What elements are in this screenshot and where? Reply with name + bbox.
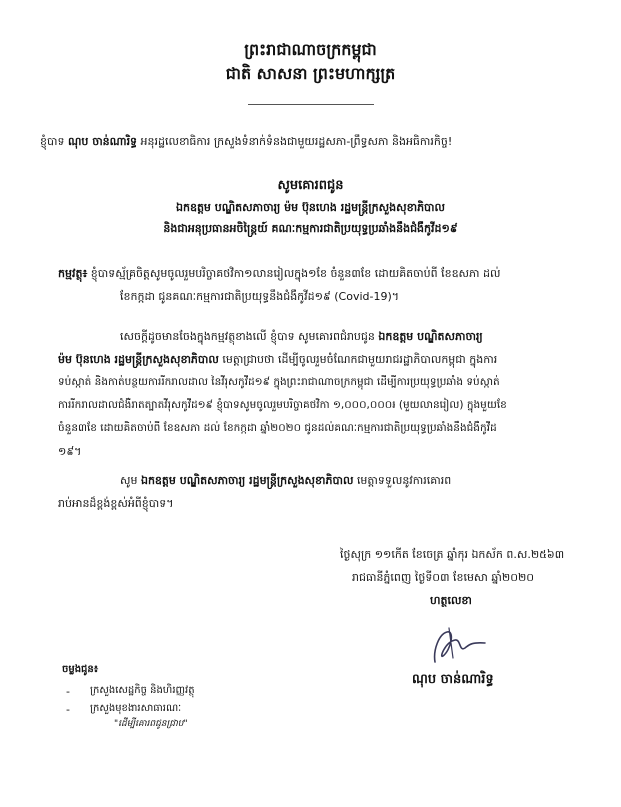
addressee-line-2: និងជាអនុប្រធានអចិន្ត្រៃយ៍ គណៈកម្មការជាតិប្រយុទ្ធប្រឆាំងនឹងជំងឺកូវីដ១៩	[163, 222, 458, 235]
handwritten-signature	[425, 622, 495, 668]
intro-prefix: ខ្ញុំបាទ	[40, 135, 65, 148]
subject-text-1: ខ្ញុំបាទស្ម័គ្រចិត្តសូមចូលរួមបរិច្ចាគថវិកា១លានរៀលក្នុង១ខែ ចំនួន៣ខែ ដោយគិតចាប់ពី ខែឧសភា ដល់	[90, 267, 501, 280]
signer-name: ណុប ចាន់ណារិទ្ធ	[412, 672, 494, 687]
subject-text-2: ខែកក្កដា ជូនគណៈកម្មការជាតិប្រយុទ្ធនឹងជំងឺកូវីដ១៩ (Covid-19)។	[120, 290, 399, 303]
body-p1-line-6: ១៩។	[58, 445, 82, 458]
body-p2-pre: សូម	[120, 474, 138, 487]
intro-rest: អនុរដ្ឋលេខាធិការ ក្រសួងទំនាក់ទំនងជាមួយរដ្ឋសភា-ព្រឹទ្ធសភា និងអធិការកិច្ច!	[140, 135, 453, 148]
sender-name: ណុប ចាន់ណារិទ្ធ	[67, 135, 138, 148]
body-p2-bold: ឯកឧត្តម បណ្ឌិតសភាចារ្យ រដ្ឋមន្ត្រីក្រសួងសុខាភិបាល	[140, 474, 354, 487]
body-p1-line-2	[58, 353, 497, 366]
body-p1-line-5: ចំនួន៣ខែ ដោយគិតចាប់ពី ខែឧសភា ដល់ ខែកក្កដា ឆ្នាំ២០២០ ជូនដល់គណៈកម្មការជាតិប្រយុទ្ធប្រឆាំងនឹងជំងឺកូវីដ	[58, 422, 497, 434]
cc-bullet-1: -	[66, 685, 70, 698]
national-motto: ជាតិ សាសនា ព្រះមហាក្សត្រ	[225, 64, 396, 83]
cc-item-2: ក្រសួងមុខងារសាធារណៈ	[90, 703, 182, 714]
body-p2-line-1	[120, 474, 451, 487]
cc-title: ចម្លងជូន៖	[62, 664, 99, 675]
cc-bullet-2: -	[66, 703, 70, 716]
addressee-line-1: ឯកឧត្តម បណ្ឌិតសភាចារ្យ ម៉ម ប៊ុនហេង រដ្ឋមន្ត្រីក្រសួងសុខាភិបាល	[176, 201, 445, 214]
intro-line	[40, 135, 452, 148]
body-p1-line-2-bold: ម៉ម ប៊ុនហេង រដ្ឋមន្ត្រីក្រសួងសុខាភិបាល	[58, 353, 219, 366]
solar-date: រាជធានីភ្នំពេញ ថ្ងៃទី០៣ ខែមេសា ឆ្នាំ២០២០	[352, 571, 535, 584]
header-divider	[248, 104, 374, 105]
signature-label: ហត្ថលេខា	[430, 594, 472, 607]
kingdom-title: ព្រះរាជាណាចក្រកម្ពុជា	[244, 40, 377, 59]
subject-line-1	[58, 267, 500, 280]
body-p1-line-3: ទប់ស្កាត់ និងកាត់បន្ថយការរីករាលដាល នៃវីរុសកូវីដ១៩ ក្នុងព្រះរាជាណាចក្រកម្ពុជា ដើម្បីការប្រយុទ្ធប្រឆាំង ទប់ស្កាត់	[58, 376, 500, 388]
lunar-date: ថ្ងៃសុក្រ ១១កើត ខែចេត្រ ឆ្នាំកុរ ឯកស័ក ព.ស.២៥៦៣	[340, 548, 565, 561]
body-p1-line-2-text: មេត្តាជ្រាបថា ដើម្បីចូលរួមចំណែកជាមួយរាជរដ្ឋាភិបាលកម្ពុជា ក្នុងការ	[222, 353, 498, 366]
body-p1-line-1-bold: ឯកឧត្តម បណ្ឌិតសភាចារ្យ	[378, 330, 483, 343]
body-p2-line-2: រាប់អានដ៏ខ្ពង់ខ្ពស់អំពីខ្ញុំបាទ។	[58, 497, 174, 510]
body-p1-line-1	[120, 330, 483, 343]
body-p1-line-4: ការរីករាលដាលជំងឺរាតត្បាតវីរុសកូវីដ១៩ ខ្ញុំបាទសូមចូលរួមបរិច្ចាគថវិកា ១,០០០,០០០៛ (មួយលានរៀល) ក្នុងមួយខែ	[58, 399, 507, 411]
body-p1-line-1-text: សេចក្ដីដូចមានចែងក្នុងកម្មវត្ថុខាងលើ ខ្ញុំបាទ សូមគោរពជំរាបជូន	[120, 330, 375, 343]
cc-item-1: ក្រសួងសេដ្ឋកិច្ច និងហិរញ្ញវត្ថុ	[90, 685, 195, 696]
body-p2-rest: មេត្តាទទួលនូវការគោរព	[356, 474, 452, 487]
salutation: សូមគោរពជូន	[277, 178, 344, 193]
subject-label: កម្មវត្ថុ៖	[58, 267, 88, 280]
cc-note: "ដើម្បីគោរពជូនជ្រាប"	[114, 719, 188, 729]
